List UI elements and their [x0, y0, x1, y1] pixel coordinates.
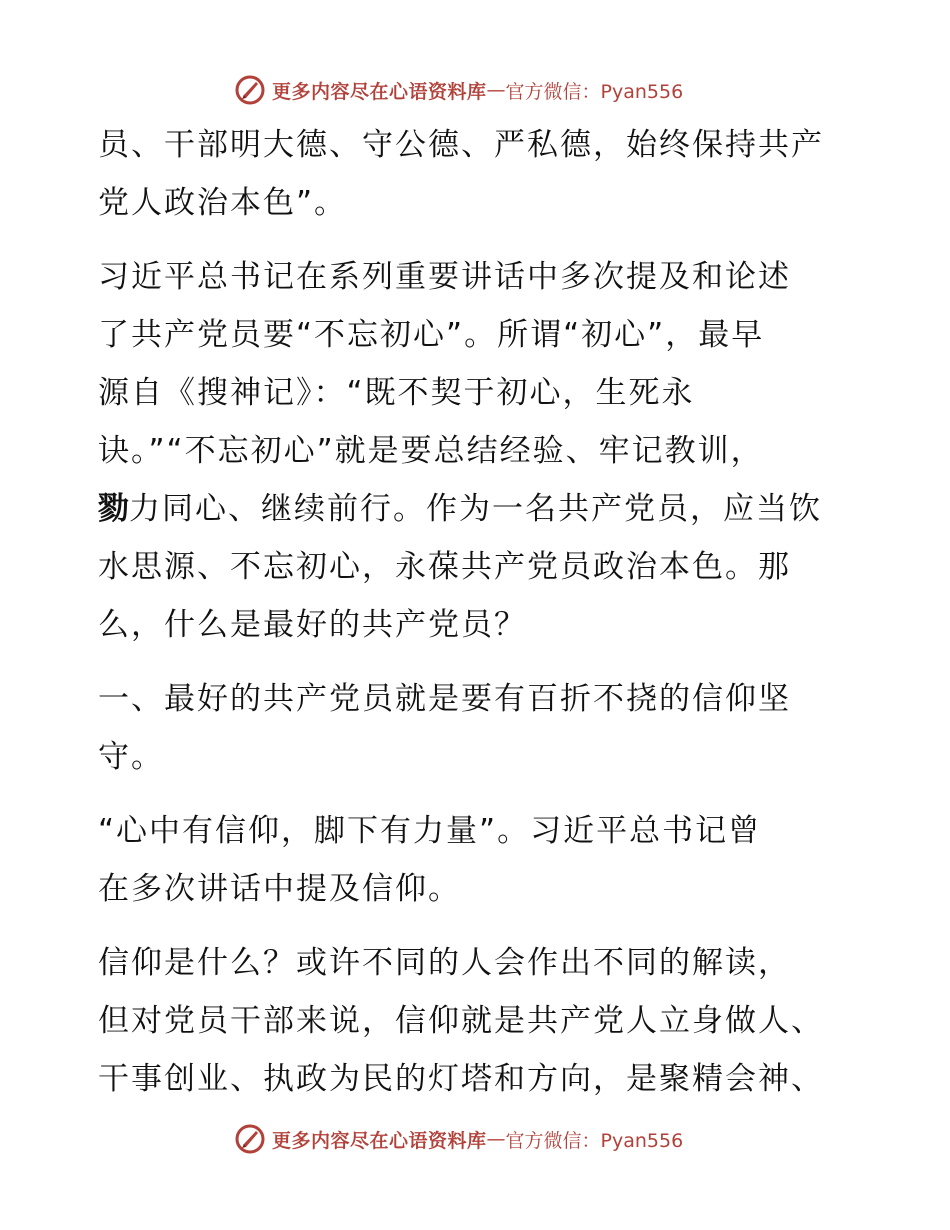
quill-logo-icon — [234, 74, 266, 106]
text-line-bold-start — [98, 480, 858, 538]
quill-logo-icon — [234, 1123, 266, 1155]
section-heading-line: 一、最好的共产党员就是要有百折不挠的信仰坚 — [98, 681, 791, 717]
text-line: 了共产党员要“不忘初心”。所谓“初心”，最早 — [98, 317, 765, 353]
text-line: 习近平总书记在系列重要讲话中多次提及和论述 — [98, 259, 791, 295]
document-body — [98, 116, 858, 1108]
text-line: 但对党员干部来说，信仰就是共产党人立身做人、 — [98, 1003, 824, 1039]
footer-watermark — [234, 1121, 683, 1157]
text-line: 源自《搜神记》：“既不契于初心，生死永 — [98, 375, 695, 411]
header-watermark — [234, 72, 683, 108]
text-line: 干事创业、执政为民的灯塔和方向，是聚精会神、 — [98, 1061, 824, 1097]
section-heading-line: 守。 — [98, 739, 164, 775]
text-line: 水思源、不忘初心，永葆共产党员政治本色。那 — [98, 549, 791, 585]
text-line: 员、干部明大德、守公德、严私德，始终保持共产 — [98, 127, 824, 163]
text-line: 在多次讲话中提及信仰。 — [98, 871, 461, 907]
text-line: 党人政治本色”。 — [98, 185, 348, 221]
watermark-wechat: 官方微信：Pyan556 — [505, 1129, 684, 1152]
watermark-brand: 更多内容尽在心语资料库 — [272, 80, 487, 103]
text-line: 信仰是什么？或许不同的人会作出不同的解读， — [98, 945, 791, 981]
watermark-brand: 更多内容尽在心语资料库 — [272, 1129, 487, 1152]
text-line: “心中有信仰，脚下有力量”。习近平总书记曾 — [98, 813, 762, 849]
text-line: 诀。”“不忘初心”就是要总结经验、牢记教训， — [98, 433, 764, 469]
bold-character: 勠 — [98, 491, 129, 527]
watermark-dash: — — [486, 1128, 506, 1150]
text-line-rest: 力同心、继续前行。作为一名共产党员，应当饮 — [129, 491, 822, 527]
watermark-dash: — — [486, 79, 506, 101]
watermark-wechat: 官方微信：Pyan556 — [505, 80, 684, 103]
text-line: 么，什么是最好的共产党员？ — [98, 607, 527, 643]
